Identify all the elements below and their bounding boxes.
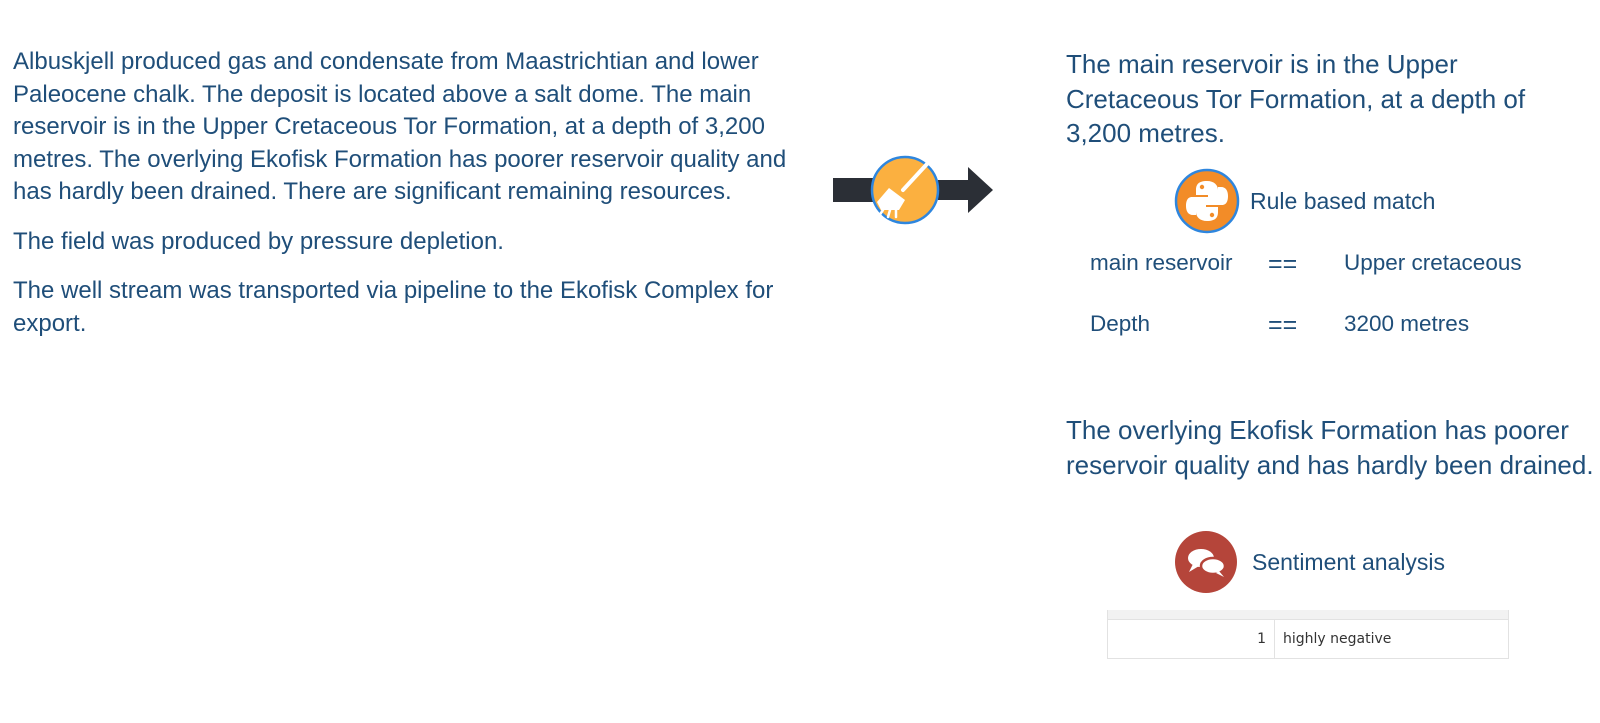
extracted-sentence-2: The overlying Ekofisk Formation has poorer reservoir quality and has hardly been drained. bbox=[1066, 415, 1594, 480]
rule-value: 3200 metres bbox=[1344, 311, 1470, 336]
rule-row bbox=[1090, 250, 1522, 279]
sentiment-result-table bbox=[1107, 610, 1509, 659]
source-text bbox=[13, 46, 803, 357]
input-arrow-tail bbox=[833, 178, 873, 202]
row-index: 1 bbox=[1108, 620, 1275, 658]
rule-value: Upper cretaceous bbox=[1344, 250, 1522, 275]
extracted-sentence-1: The main reservoir is in the Upper Cretaceous Tor Formation, at a depth of 3,200 metres. bbox=[1066, 49, 1526, 148]
output-arrow bbox=[938, 167, 993, 213]
processing-flow bbox=[833, 152, 1003, 232]
rule-operator: == bbox=[1268, 311, 1298, 339]
rule-operator: == bbox=[1268, 250, 1298, 278]
table-header-strip bbox=[1108, 610, 1508, 620]
rule-row bbox=[1090, 311, 1469, 340]
sentiment-analysis-tool bbox=[1174, 530, 1445, 594]
table-row bbox=[1108, 620, 1508, 658]
rule-key: Depth bbox=[1090, 311, 1151, 336]
paragraph-1: Albuskjell produced gas and condensate from Maastrichtian and lower Paleocene chalk. The deposit is located above a salt dome. The main reservoir is in the Upper Cretaceous Tor Formation, at a depth of 3,200 metres. The overlying Ekofisk Formation has poorer reservoir quality and has hardly been drained. There are significant remaining resources. bbox=[13, 48, 787, 205]
broom-icon bbox=[872, 157, 938, 223]
paragraph-3: The well stream was transported via pipeline to the Ekofisk Complex for export. bbox=[13, 277, 774, 337]
sentiment-analysis-label: Sentiment analysis bbox=[1252, 548, 1446, 575]
python-icon bbox=[1174, 168, 1240, 234]
rule-based-match-tool bbox=[1174, 168, 1435, 234]
rule-based-match-label: Rule based match bbox=[1250, 187, 1436, 214]
sentiment-value: highly negative bbox=[1283, 631, 1392, 647]
paragraph-2: The field was produced by pressure depletion. bbox=[13, 227, 504, 255]
chat-bubbles-icon bbox=[1174, 530, 1238, 594]
rule-key: main reservoir bbox=[1090, 250, 1233, 275]
